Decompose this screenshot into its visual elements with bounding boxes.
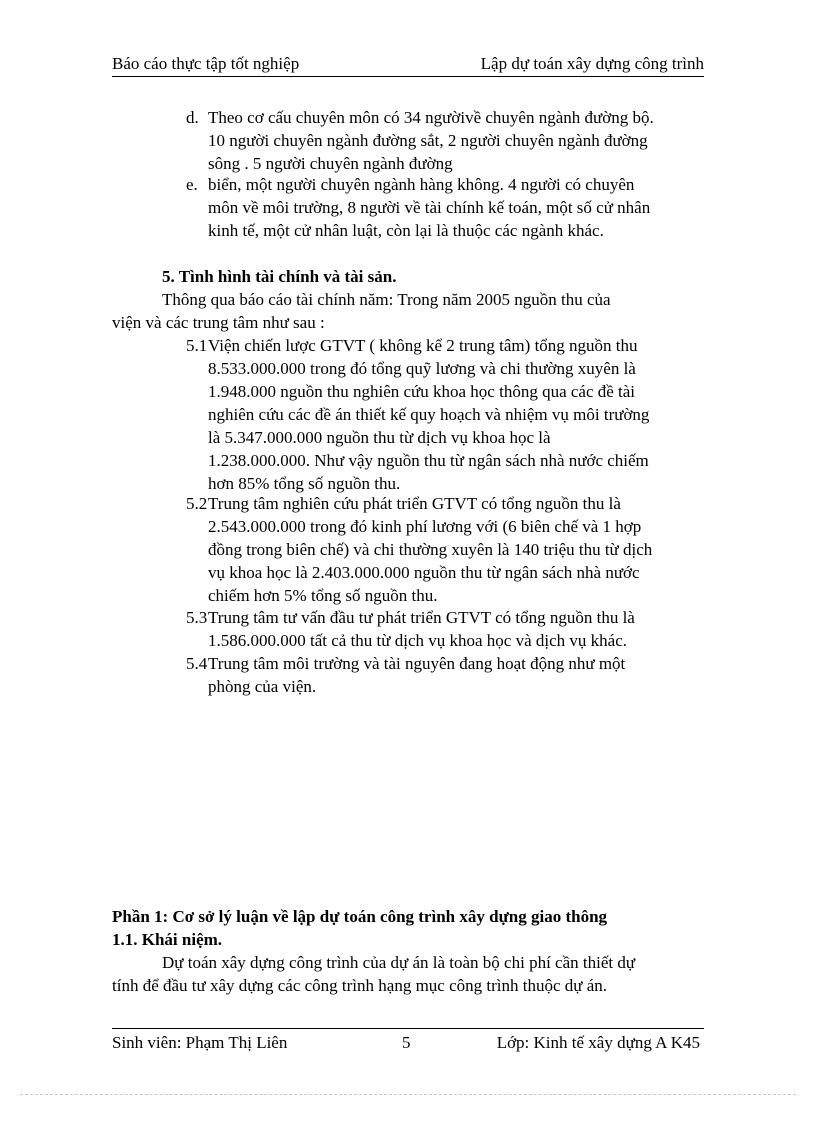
text-line: 10 người chuyên ngành đường sắt, 2 người chuyên ngành đường (208, 131, 648, 150)
text-line: Theo cơ cấu chuyên môn có 34 ngườivề chuyên ngành đường bộ. (208, 108, 654, 127)
text-line: Trung tâm tư vấn đầu tư phát triển GTVT có tổng nguồn thu là (208, 608, 635, 627)
text-line: 1.586.000.000 tất cả thu từ dịch vụ khoa học và dịch vụ khác. (208, 631, 628, 650)
text-line: chiếm hơn 5% tổng số nguồn thu. (208, 586, 438, 605)
body-line: tính để đầu tư xây dựng các công trình hạng mục công trình thuộc dự án. (112, 976, 608, 995)
intro-line: viện và các trung tâm như sau : (112, 313, 325, 332)
footer-student-name: Sinh viên: Phạm Thị Liên (112, 1033, 288, 1052)
text-line: phòng của viện. (208, 677, 317, 696)
list-item-5-1 (186, 334, 704, 495)
text-line: đồng trong biên chế) và chi thường xuyên là 140 triệu thu từ dịch (208, 540, 653, 559)
text-line: là 5.347.000.000 nguồn thu từ dịch vụ khoa học là (208, 428, 551, 447)
text-line: 8.533.000.000 trong đó tổng quỹ lương và chi thường xuyên là (208, 359, 636, 378)
intro-line: Thông qua báo cáo tài chính năm: Trong năm 2005 nguồn thu của (162, 290, 611, 309)
text-line: nghiên cứu các đề án thiết kế quy hoạch và nhiệm vụ môi trường (208, 405, 650, 424)
section-heading: 5. Tình hình tài chính và tài sản. (162, 267, 397, 286)
text-line: hơn 85% tổng số nguồn thu. (208, 474, 401, 493)
list-marker: e. (186, 175, 198, 194)
list-item-e (186, 173, 706, 242)
header-right-title: Lập dự toán xây dựng công trình (480, 54, 704, 73)
list-marker: 5.3 (186, 608, 208, 627)
page-number: 5 (402, 1033, 411, 1052)
header-left-title: Báo cáo thực tập tốt nghiệp (112, 54, 300, 73)
subsection-heading: 1.1. Khái niệm. (112, 930, 223, 949)
list-item-5-2 (186, 492, 704, 607)
part-heading: Phần 1: Cơ sở lý luận về lập dự toán công trình xây dựng giao thông (112, 907, 608, 926)
footer-class: Lớp: Kinh tế xây dựng A K45 (496, 1033, 700, 1052)
page-header (112, 54, 704, 77)
text-line: vụ khoa học là 2.403.000.000 nguồn thu từ ngân sách nhà nước (208, 563, 640, 582)
list-marker: 5.1 (186, 336, 208, 355)
list-marker: d. (186, 108, 199, 127)
text-line: 1.238.000.000. Như vậy nguồn thu từ ngân sách nhà nước chiếm (208, 451, 649, 470)
text-line: sông . 5 người chuyên ngành đường (208, 154, 453, 173)
text-line: Viện chiến lược GTVT ( không kể 2 trung tâm) tổng nguồn thu (208, 336, 638, 355)
text-line: Trung tâm môi trường và tài nguyên đang hoạt động như một (208, 654, 626, 673)
list-item-d (186, 106, 706, 175)
text-line: 1.948.000 nguồn thu nghiên cứu khoa học thông qua các đề tài (208, 382, 636, 401)
text-line: 2.543.000.000 trong đó kinh phí lương với (6 biên chế và 1 hợp (208, 517, 642, 536)
body-line: Dự toán xây dựng công trình của dự án là toàn bộ chi phí cần thiết dự (162, 953, 636, 972)
text-line: biển, một người chuyên ngành hàng không. 4 người có chuyên (208, 175, 635, 194)
text-line: môn về môi trường, 8 người về tài chính kế toán, một số cử nhân (208, 198, 651, 217)
page-edge-divider (20, 1094, 796, 1095)
text-line: Trung tâm nghiên cứu phát triển GTVT có tổng nguồn thu là (208, 494, 621, 513)
page-footer (112, 1028, 704, 1055)
list-item-5-3 (186, 606, 704, 652)
list-marker: 5.4 (186, 654, 208, 673)
list-marker: 5.2 (186, 494, 208, 513)
list-item-5-4 (186, 652, 704, 698)
text-line: kinh tế, một cử nhân luật, còn lại là thuộc các ngành khác. (208, 221, 604, 240)
